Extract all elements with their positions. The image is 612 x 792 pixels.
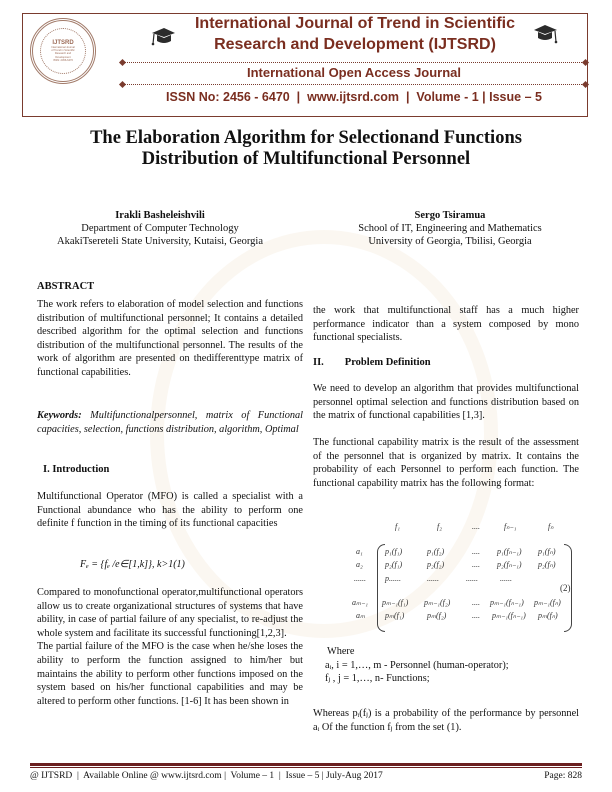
problem-paragraph [313, 382, 579, 423]
continued-paragraph [313, 304, 579, 345]
header-divider [122, 62, 586, 63]
intro-paragraphs [37, 586, 303, 708]
matrix-cell: pₘ₋₁(f₂) [424, 598, 451, 607]
seal-line: of Trend in Scientific [51, 49, 75, 53]
matrix-cell: p₂(f₂) [427, 560, 445, 569]
matrix-row [352, 611, 582, 622]
intro-paragraph-3: The partial failure of the MFO is the case when he/she loses the ability to perform the function assigned to him/her but maintains the ability to perform other functions imposed on the system based on his/her functional capabilities and may be altered to perform other functions. [1-6] It has been shown in [37, 641, 303, 707]
whereas-text: Whereas pᵢ(fⱼ) is a probability of the performance by personnel aᵢ Of the function fⱼ from the set (1). [313, 708, 579, 733]
matrix-cell: pₘ₋₁(f₁) [382, 598, 409, 607]
author-department: School of IT, Engineering and Mathematics [358, 223, 542, 234]
matrix-cell: pₘ₋₁(fₙ₋₁) [492, 611, 526, 620]
seal-line: Research and [54, 52, 72, 56]
matrix-cell: ...... [500, 574, 512, 583]
journal-name-line1: International Journal of Trend in Scientific [194, 15, 516, 32]
seal-title: IJTSRD [52, 39, 74, 46]
journal-seal-logo [30, 18, 96, 84]
abstract-paragraph: The work refers to elaboration of model selection and functions distribution of multifunctional personnel; It contains a detailed described algorithm for the optimal selection and functions distribution of the multifunctional personnel. The results of the work of algorithm are presented on thedifferenttype matrix of functional capabilities. [37, 299, 303, 378]
equation-number: (2) [560, 583, 571, 593]
intro-paragraph-1: Multifunctional Operator (MFO) is called a specialist with a Functional abundance who has the ability to perform one definite f function in the timing of its functional capacities [37, 491, 303, 530]
matrix-cell: .... [472, 598, 480, 607]
journal-name-line2: Research and Development (IJTSRD) [214, 36, 496, 53]
matrix-cell: pₘ(fₙ) [538, 611, 558, 620]
matrix-cell: aₘ₋₁ [352, 598, 368, 607]
seal-line: International Journal [51, 45, 75, 49]
matrix-cell: pₘ₋₁(fₙ) [534, 598, 561, 607]
problem-paragraph-2: The functional capability matrix is the result of the assessment of the personnel that is organized by matrix. It contains the probability of each Personnel to perform each function. The functional capability matrix has the following format: [313, 437, 579, 489]
problem-definition-heading: II. Problem Definition [313, 357, 431, 368]
paper-title-line2: Distribution of Multifunctional Personnel [141, 149, 471, 169]
matrix-cell: p₁(f₂) [427, 547, 445, 556]
matrix-cell: a₁ [356, 547, 363, 556]
author-department: Department of Computer Technology [81, 223, 239, 234]
matrix-cell: ...... [466, 574, 478, 583]
matrix-cell: p₁(f₁) [385, 547, 403, 556]
matrix-cell: p₁(fₙ₋₁) [497, 547, 522, 556]
matrix-cell: pₘ(f₁) [385, 611, 405, 620]
author-affiliation: University of Georgia, Tbilisi, Georgia [368, 236, 532, 247]
continued-paragraph-text: the work that multifunctional staff has a much higher performance indicator than a system composed by mono functional specialists. [313, 305, 579, 344]
problem-paragraph-1: We need to develop an algorithm that provides multifunctional personnel optimal selection and functions distribution based on the matrix of functional capabilities [1,3]. [313, 383, 579, 422]
matrix-col-header: f₁ [395, 522, 401, 531]
paper-title-line1: The Elaboration Algorithm for Selectionand Functions [90, 128, 522, 148]
author-block [320, 209, 580, 248]
paper-title [40, 128, 572, 170]
matrix-cell: ...... [354, 574, 366, 583]
where-line-personnel: aᵢ, i = 1,…, m - Personnel (human-operator); [325, 659, 509, 671]
variable-definitions [327, 645, 509, 686]
keywords-text: Multifunctionalpersonnel, matrix of Functional capacities, selection, functions distribution, algorithm, Optimal [37, 410, 303, 435]
matrix-cell: pₘ₋₁(fₙ₋₁) [490, 598, 524, 607]
author-name: Irakli Basheleishvili [115, 210, 205, 221]
keywords-label: Keywords: [37, 410, 82, 421]
matrix-row [352, 547, 582, 558]
keywords [37, 409, 303, 436]
footer-citation: @ IJTSRD | Available Online @ www.ijtsrd.com | Volume – 1 | Issue – 5 | July-Aug 2017 [30, 771, 383, 781]
where-label: Where [327, 646, 355, 657]
matrix-col-header: .... [472, 522, 480, 531]
matrix-col-header: fₙ₋₁ [504, 522, 517, 531]
matrix-row [352, 598, 582, 609]
seal-line: ISSN: 2456-6470 [53, 58, 73, 62]
abstract-heading: ABSTRACT [37, 281, 95, 292]
equation-1: Fₑ = {fₑ /e∈[1,k]}, k>1(1) [80, 559, 185, 570]
matrix-cell: p₂(f₁) [385, 560, 403, 569]
matrix-cell: p₁(fₙ) [538, 547, 556, 556]
page-number: Page: 828 [544, 771, 582, 781]
introduction-heading: I. Introduction [43, 464, 110, 475]
problem-paragraph [313, 436, 579, 490]
matrix-col-header: fₙ [548, 522, 554, 531]
whereas-paragraph [313, 707, 579, 734]
author-name: Sergo Tsiramua [414, 210, 486, 221]
matrix-cell: p₂(fₙ) [538, 560, 556, 569]
capability-matrix [352, 522, 582, 632]
matrix-cell: pₘ(f₂) [427, 611, 447, 620]
matrix-cell: .... [472, 547, 480, 556]
matrix-cell: aₘ [356, 611, 365, 620]
abstract-text [37, 298, 303, 380]
seal-line: Development [55, 55, 71, 59]
footer-rule [30, 763, 582, 766]
intro-paragraph-2: Compared to monofunctional operator,multifunctional operators allow us to create organizational structures of systems that have ability, in case of partial failure of any specialist, to re-adjust the whole system and facilitate its successful functioning[1,2,3]. [37, 587, 303, 639]
issn-line: ISSN No: 2456 - 6470 | www.ijtsrd.com | Volume - 1 | Issue – 5 [166, 90, 542, 104]
matrix-cell: p...... [385, 574, 401, 583]
page-footer [30, 771, 582, 781]
matrix-cell: a₂ [356, 560, 363, 569]
matrix-cell: .... [472, 560, 480, 569]
matrix-row [352, 574, 582, 585]
intro-paragraph [37, 490, 303, 531]
author-affiliation: AkakiTsereteli State University, Kutaisi, Georgia [56, 236, 263, 247]
matrix-cell: ...... [427, 574, 439, 583]
matrix-cell: p₂(fₙ₋₁) [497, 560, 522, 569]
header-divider [122, 84, 586, 85]
matrix-cell: .... [472, 611, 480, 620]
open-access-label: International Open Access Journal [246, 65, 462, 80]
matrix-col-header: f₂ [437, 522, 443, 531]
where-line-functions: fⱼ , j = 1,…, n- Functions; [325, 673, 430, 684]
author-block [30, 209, 290, 248]
matrix-row [352, 560, 582, 571]
